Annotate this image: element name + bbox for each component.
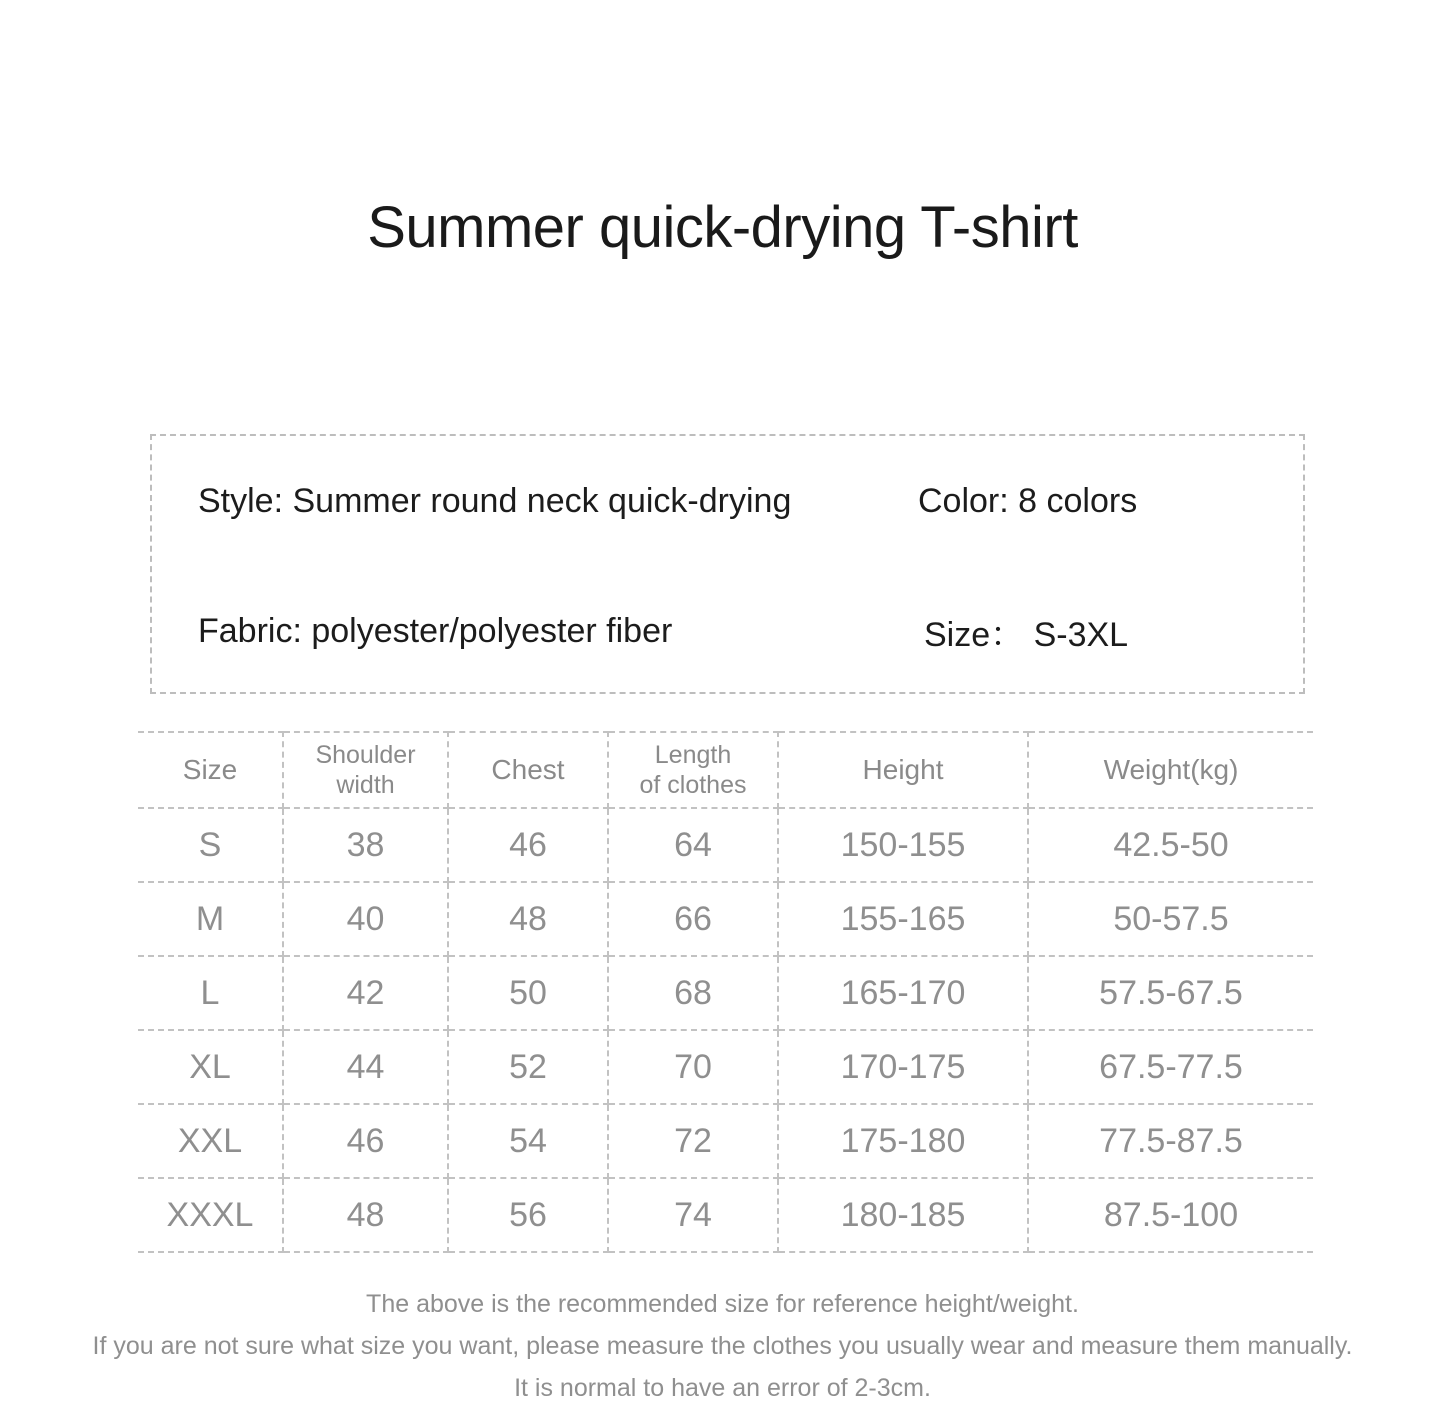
cell-weight: 42.5-50 [1028,808,1313,882]
table-row [138,956,1313,1030]
cell-shoulder: 42 [283,956,448,1030]
cell-size: M [138,882,283,956]
cell-weight: 77.5-87.5 [1028,1104,1313,1178]
product-info-box [150,434,1305,694]
cell-chest: 50 [448,956,608,1030]
note-line-3: It is normal to have an error of 2-3cm. [514,1374,931,1402]
size-notes [0,1283,1445,1409]
note-line-1: The above is the recommended size for reference height/weight. [366,1290,1079,1318]
color-label: Color: 8 colors [918,481,1138,520]
cell-height: 155-165 [778,882,1028,956]
header-shoulder-line2: width [336,771,395,799]
cell-chest: 56 [448,1178,608,1252]
info-row-fabric [152,566,1303,696]
cell-length: 68 [608,956,778,1030]
cell-weight: 87.5-100 [1028,1178,1313,1252]
cell-height: 150-155 [778,808,1028,882]
header-shoulder-line1: Shoulder [315,741,416,769]
header-shoulder-width [283,732,448,808]
table-row [138,1104,1313,1178]
cell-length: 66 [608,882,778,956]
cell-weight: 57.5-67.5 [1028,956,1313,1030]
header-height: Height [778,732,1028,808]
cell-chest: 48 [448,882,608,956]
cell-shoulder: 48 [283,1178,448,1252]
note-line-2: If you are not sure what size you want, please measure the clothes you usually wear and measure them manually. [92,1332,1353,1360]
header-size: Size [138,732,283,808]
header-chest: Chest [448,732,608,808]
size-range-label: Size： S-3XL [924,615,1129,654]
cell-chest: 52 [448,1030,608,1104]
header-weight: Weight(kg) [1028,732,1313,808]
cell-size: L [138,956,283,1030]
header-length-line1: Length [654,741,732,769]
cell-size: XXL [138,1104,283,1178]
cell-shoulder: 46 [283,1104,448,1178]
cell-shoulder: 38 [283,808,448,882]
header-length-of-clothes [608,732,778,808]
cell-size: XL [138,1030,283,1104]
table-row [138,808,1313,882]
cell-height: 180-185 [778,1178,1028,1252]
cell-chest: 46 [448,808,608,882]
fabric-label: Fabric: polyester/polyester fiber [198,611,673,650]
table-header-row [138,732,1313,808]
table-row [138,1030,1313,1104]
cell-length: 64 [608,808,778,882]
cell-size: XXXL [138,1178,283,1252]
page-title: Summer quick-drying T-shirt [367,195,1078,260]
cell-weight: 50-57.5 [1028,882,1313,956]
table-row [138,1178,1313,1252]
cell-weight: 67.5-77.5 [1028,1030,1313,1104]
cell-length: 72 [608,1104,778,1178]
size-table [138,731,1313,1253]
cell-height: 165-170 [778,956,1028,1030]
style-label: Style: Summer round neck quick-drying [198,481,792,520]
cell-size: S [138,808,283,882]
table-row [138,882,1313,956]
header-length-line2: of clothes [639,771,747,799]
cell-length: 74 [608,1178,778,1252]
cell-length: 70 [608,1030,778,1104]
cell-height: 175-180 [778,1104,1028,1178]
cell-height: 170-175 [778,1030,1028,1104]
cell-shoulder: 40 [283,882,448,956]
cell-chest: 54 [448,1104,608,1178]
info-row-style [152,436,1303,566]
cell-shoulder: 44 [283,1030,448,1104]
